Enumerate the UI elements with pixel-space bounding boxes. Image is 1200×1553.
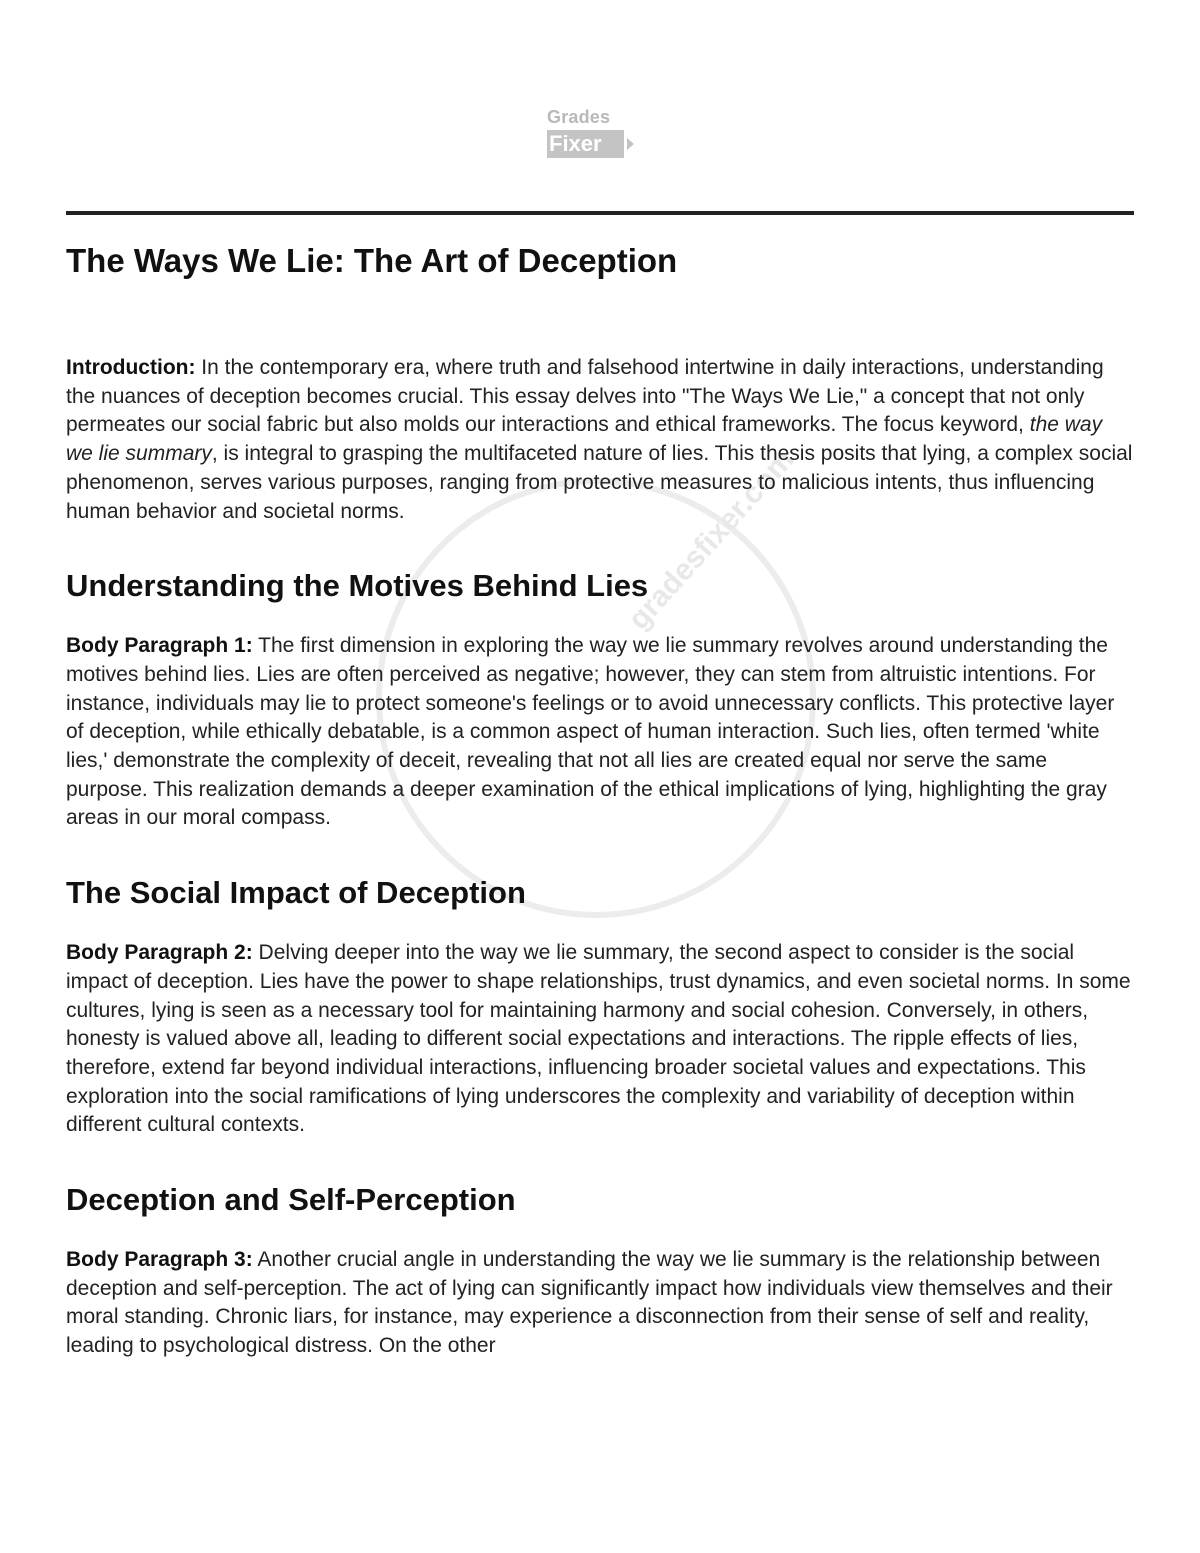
section-heading-social-impact: The Social Impact of Deception [66, 875, 526, 911]
body-paragraph-3 [66, 1246, 1134, 1361]
body-paragraph-2-label: Body Paragraph 2: [66, 941, 253, 965]
intro-text-before: In the contemporary era, where truth and falsehood intertwine in daily interactions, understanding the nuances of deception becomes crucial. This essay delves into "The Ways We Lie," a concept that not only permeates our social fabric but also molds our interactions and ethical frameworks. The focus keyword, [66, 356, 1104, 437]
section-heading-motives: Understanding the Motives Behind Lies [66, 568, 649, 604]
section-heading-self-perception: Deception and Self-Perception [66, 1182, 516, 1218]
logo-fixer-text: Fixer [547, 130, 624, 158]
gradesfixer-logo [547, 106, 657, 162]
body-paragraph-1 [66, 632, 1134, 833]
logo-arrow-icon [627, 138, 634, 150]
body-paragraph-2 [66, 939, 1134, 1140]
intro-keyword: the way we lie summary [66, 413, 1103, 466]
intro-label: Introduction: [66, 356, 196, 379]
body-paragraph-3-text: Another crucial angle in understanding the way we lie summary is the relationship between deception and self-perception. The act of lying can significantly impact how individuals view themselves and their moral standing. Chronic liars, for instance, may experience a disconnection from their sense of self and reality, leading to psychological distress. On the other [66, 1248, 1113, 1358]
logo-fixer-badge [547, 130, 624, 158]
watermark-text: gradesfixer.com [622, 442, 801, 637]
body-paragraph-2-text: Delving deeper into the way we lie summary, the second aspect to consider is the social impact of deception. Lies have the power to shape relationships, trust dynamics, and even societal norms. In some cultures, lying is seen as a necessary tool for maintaining harmony and social cohesion. Conversely, in others, honesty is valued above all, leading to different social expectations and interactions. The ripple effects of lies, therefore, extend far beyond individual interactions, influencing broader societal values and expectations. This exploration into the social ramifications of lying underscores the complexity and variability of deception within different cultural contexts. [66, 941, 1131, 1137]
header-divider [66, 211, 1134, 215]
body-paragraph-1-text: The first dimension in exploring the way we lie summary revolves around understanding the motives behind lies. Lies are often perceived as negative; however, they can stem from altruistic intentions. For instance, individuals may lie to protect someone's feelings or to avoid unnecessary conflicts. This protective layer of deception, while ethically debatable, is a common aspect of human interaction. Such lies, often termed 'white lies,' demonstrate the complexity of deceit, revealing that not all lies are created equal nor serve the same purpose. This realization demands a deeper examination of the ethical implications of lying, highlighting the gray areas in our moral compass. [66, 634, 1115, 830]
document-body [66, 238, 1134, 1361]
body-paragraph-1-label: Body Paragraph 1: [66, 634, 253, 658]
document-title: The Ways We Lie: The Art of Deception [66, 242, 678, 279]
body-paragraph-3-label: Body Paragraph 3: [66, 1248, 253, 1272]
logo-grades-text: Grades [547, 107, 611, 127]
intro-text-after: , is integral to grasping the multifaceted nature of lies. This thesis posits that lying, a complex social phenomenon, serves various purposes, ranging from protective measures to malicious intents, thus influencing human behavior and societal norms. [66, 442, 1133, 523]
intro-paragraph [66, 354, 1134, 526]
